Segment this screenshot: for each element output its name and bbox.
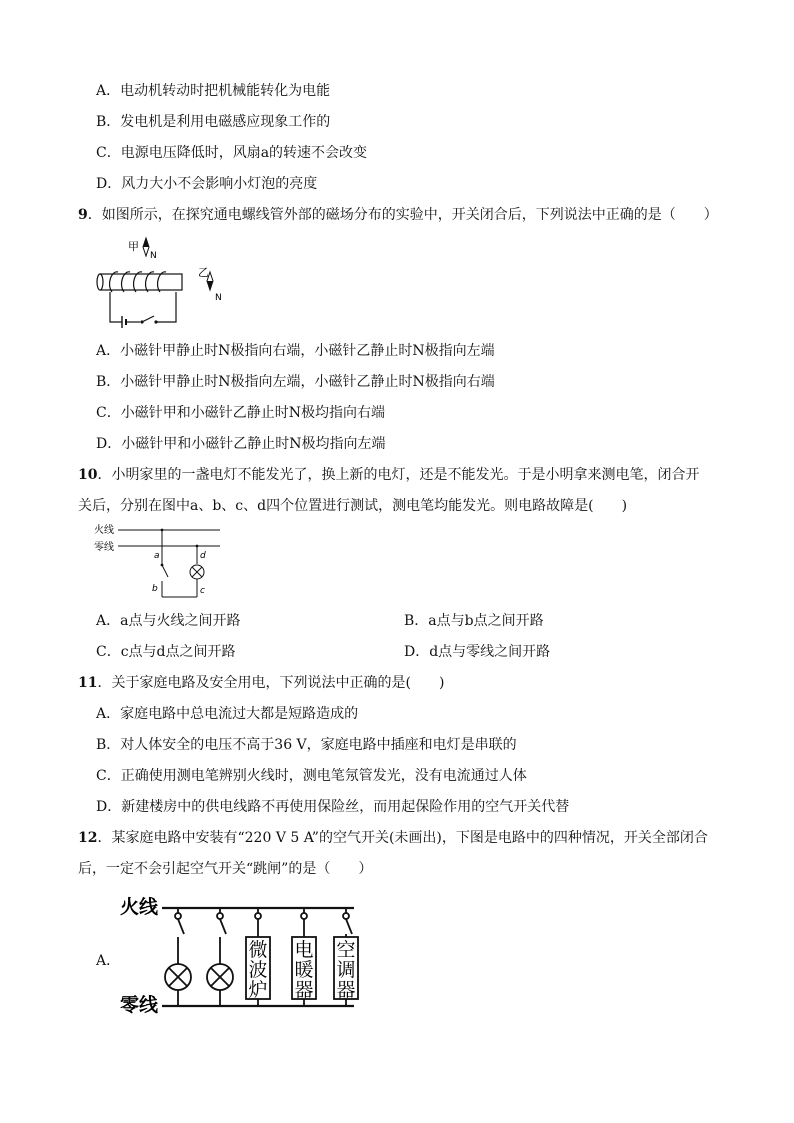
q9-wire-right: [156, 292, 176, 322]
q12-option-a-figure: [118, 893, 378, 1023]
q10-point-d: d: [200, 551, 206, 561]
q11-option-d: D．新建楼房中的供电线路不再使用保险丝，而用起保险作用的空气开关代替: [96, 799, 570, 815]
q8-option-d: D．风力大小不会影响小灯泡的亮度: [96, 176, 318, 192]
q12-stem-line1: [78, 828, 708, 848]
q9-option-d: D．小磁针甲和小磁针乙静止时N极均指向左端: [96, 436, 386, 452]
q12-appliance-2-c3: 器: [294, 979, 314, 1001]
q8-option-a: A．电动机转动时把机械能转化为电能: [96, 83, 331, 99]
q12-live-label: 火线: [120, 896, 159, 918]
q9-label-jia: 甲: [128, 240, 139, 253]
q10-option-c: C．c点与d点之间开路: [96, 644, 236, 660]
q11-stem: [78, 673, 444, 693]
q9-solenoid-figure: [90, 236, 330, 336]
solenoid-tube: [100, 274, 182, 290]
q12-branch-lamp-1: [165, 908, 191, 1006]
q11-stem-text: ．关于家庭电路及安全用电，下列说法中正确的是( ): [97, 675, 445, 691]
q10-circuit-figure: [90, 521, 250, 601]
q12-number: 12: [78, 830, 98, 846]
q9-stem-text: ．如图所示，在探究通电螺线管外部的磁场分布的实验中，开关闭合后，下列说法中正确的是（ ）: [87, 207, 718, 223]
q11-option-c: C．正确使用测电笔辨别火线时，测电笔氖管发光，没有电流通过人体: [96, 768, 527, 784]
q9-option-a: A．小磁针甲静止时N极指向右端，小磁针乙静止时N极指向左端: [96, 343, 495, 359]
q10-number: 10: [78, 467, 98, 483]
q10-point-a: a: [154, 551, 160, 561]
q9-stem: [78, 205, 718, 225]
q10-neutral-label: 零线: [94, 542, 114, 553]
q12-neutral-label: 零线: [120, 994, 159, 1016]
q8-option-c: C．电源电压降低时，风扇a的转速不会改变: [96, 145, 368, 161]
q12-appliance-1-c3: 炉: [248, 979, 268, 1001]
q12-appliance-1-c1: 微: [248, 939, 268, 961]
q9-label-yi: 乙: [198, 266, 209, 279]
q10-switch-blade: [162, 565, 168, 577]
q11-option-a: A．家庭电路中总电流过大都是短路造成的: [96, 706, 359, 722]
q9-yi-n: N: [215, 293, 222, 303]
q12-appliance-2-c1: 电: [294, 939, 314, 961]
q11-number: 11: [78, 675, 98, 691]
compass-yi-needle: [207, 281, 213, 290]
q11-option-b: B．对人体安全的电压不高于36 V，家庭电路中插座和电灯是串联的: [96, 737, 517, 753]
q10-option-a: A．a点与火线之间开路: [96, 613, 241, 629]
q10-junction-d: [196, 545, 199, 548]
q12-branch-lamp-2: [207, 908, 233, 1006]
switch-blade: [142, 316, 154, 322]
q10-junction-a: [161, 529, 164, 532]
q10-stem-text1: ．小明家里的一盏电灯不能发光了，换上新的电灯，还是不能发光。于是小明拿来测电笔，闭合开: [97, 467, 700, 483]
q10-option-b: B．a点与b点之间开路: [404, 613, 544, 629]
q12-appliance-2-c2: 暖: [294, 959, 314, 981]
q10-live-label: 火线: [94, 525, 114, 536]
q9-wire-left: [110, 292, 122, 322]
solenoid-coils: [110, 272, 166, 292]
q9-option-c: C．小磁针甲和小磁针乙静止时N极均指向右端: [96, 405, 385, 421]
q12-appliance-1-c2: 波: [248, 959, 268, 981]
solenoid-end: [97, 274, 103, 290]
q9-jia-n: N: [150, 251, 157, 261]
q10-stem-line1: [78, 465, 699, 485]
q9-number: 9: [78, 207, 88, 223]
q8-option-b: B．发电机是利用电磁感应现象工作的: [96, 114, 331, 130]
q12-appliance-3-c1: 空: [336, 939, 356, 961]
compass-jia-needle: [143, 238, 149, 247]
q12-option-a-label: A．: [96, 953, 121, 969]
q12-appliance-3-c3: 器: [336, 979, 356, 1001]
q12-appliance-3-c2: 调: [336, 959, 356, 981]
q10-option-d: D．d点与零线之间开路: [404, 644, 551, 660]
q12-stem-line2: 后，一定不会引起空气开关“跳闸”的是（ ）: [78, 861, 373, 877]
q10-point-b: b: [152, 584, 158, 594]
q10-point-c: c: [200, 586, 205, 596]
q12-stem-text1: ．某家庭电路中安装有“220 V 5 A”的空气开关(未画出)，下图是电路中的四种情况，开关全部闭合: [97, 830, 708, 846]
q9-option-b: B．小磁针甲静止时N极指向左端，小磁针乙静止时N极指向右端: [96, 374, 495, 390]
q10-stem-line2: 关后，分别在图中a、b、c、d四个位置进行测试，测电笔均能发光。则电路故障是( ): [78, 498, 628, 514]
